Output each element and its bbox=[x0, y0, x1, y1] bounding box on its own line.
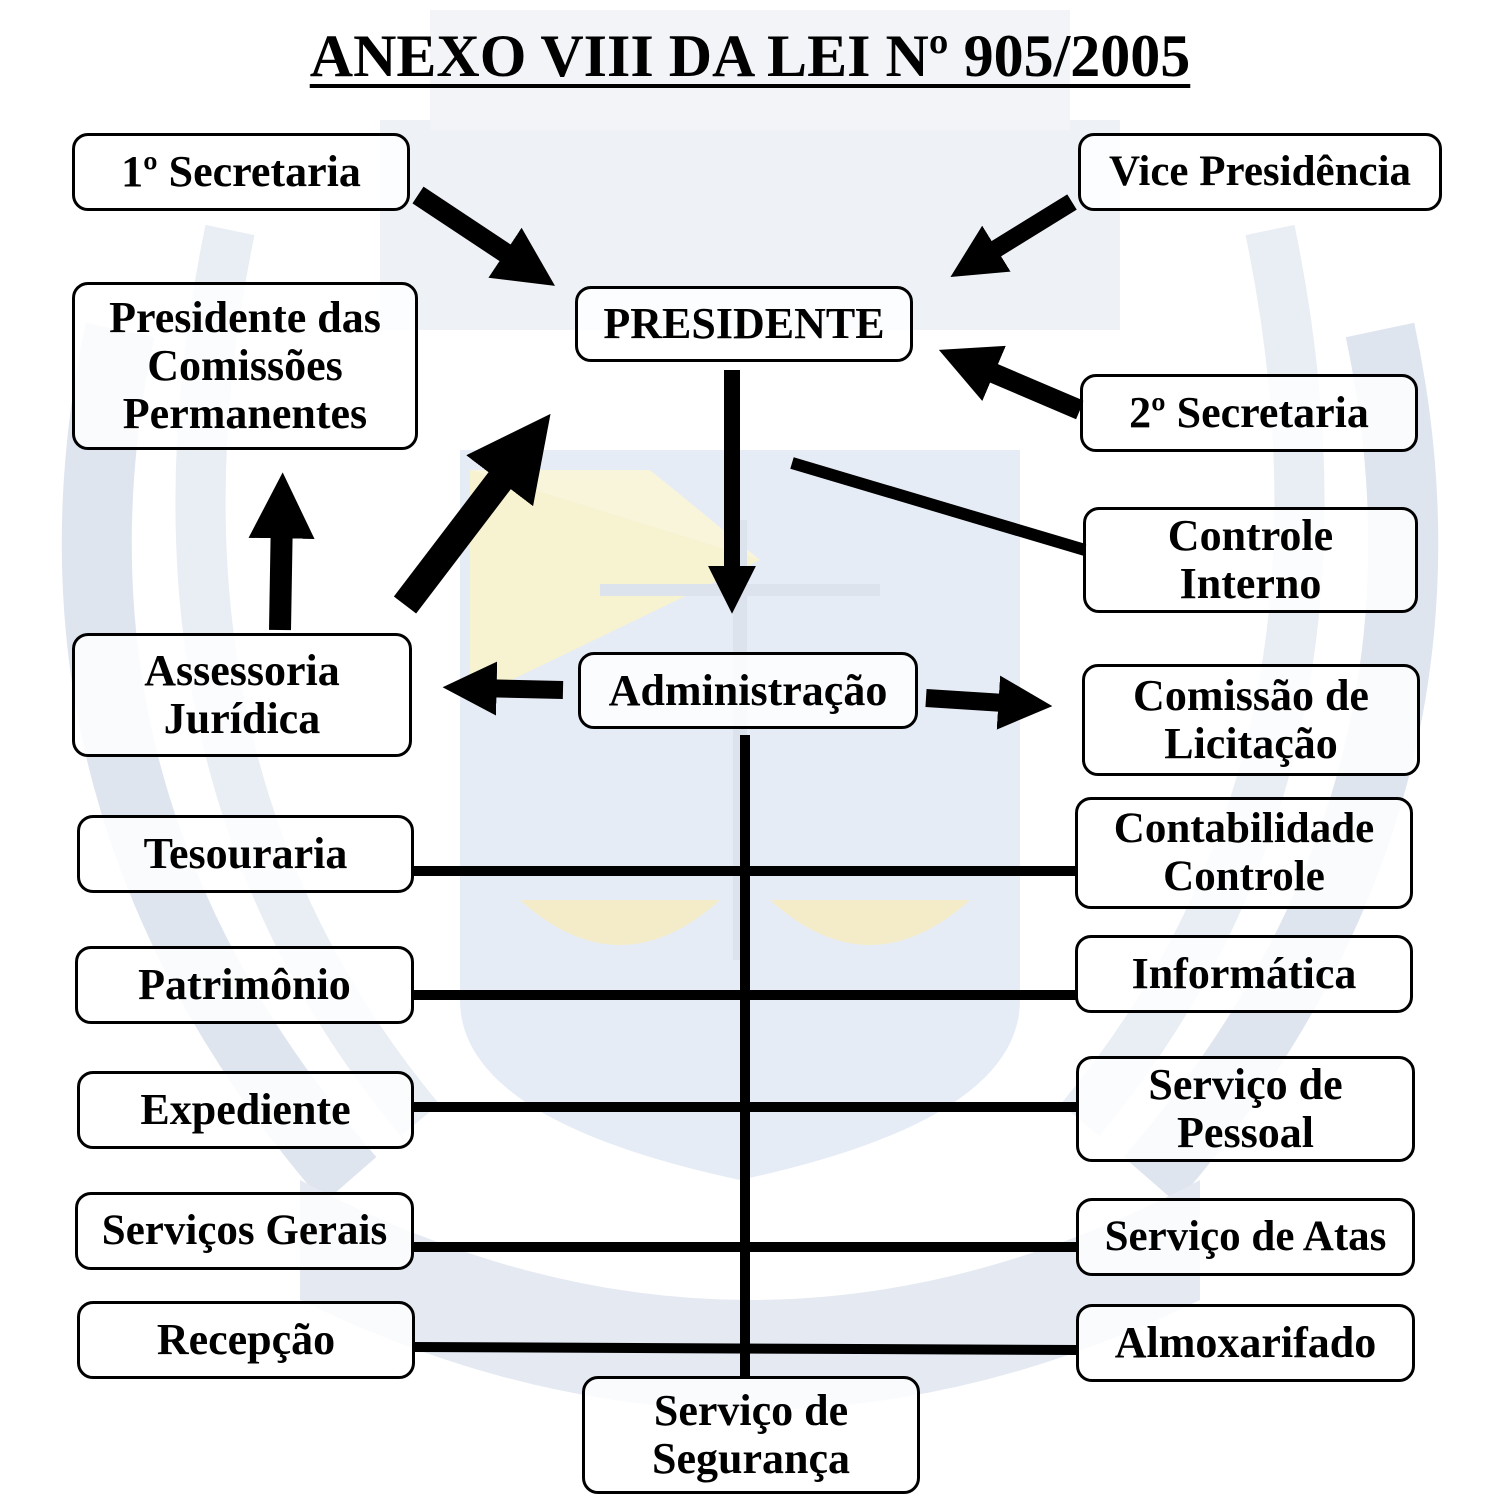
node-1-secretaria: 1º Secretaria bbox=[72, 133, 410, 211]
arrow-vice-to-presidente bbox=[978, 202, 1072, 260]
node-administracao: Administração bbox=[578, 652, 918, 729]
page-title: ANEXO VIII DA LEI Nº 905/2005 bbox=[309, 23, 1191, 89]
node-almoxarifado: Almoxarifado bbox=[1076, 1304, 1415, 1382]
node-recepcao: Recepção bbox=[77, 1301, 415, 1379]
arrow-assessoria-to-presidente bbox=[405, 454, 520, 605]
node-comissao-licitacao: Comissão de Licitação bbox=[1082, 664, 1420, 776]
node-controle-interno: Controle Interno bbox=[1083, 507, 1418, 613]
node-informatica: Informática bbox=[1075, 935, 1413, 1013]
node-servico-seguranca: Serviço de Segurança bbox=[582, 1376, 920, 1494]
arrow-secretaria2-to-presidente bbox=[972, 364, 1080, 410]
line-recepcao-to-almoxarifado bbox=[413, 1347, 1078, 1350]
arrow-assessoria-to-comissoes bbox=[280, 512, 282, 630]
node-vice-presidencia: Vice Presidência bbox=[1078, 133, 1442, 211]
node-expediente: Expediente bbox=[77, 1071, 414, 1149]
node-patrimonio: Patrimônio bbox=[75, 946, 414, 1024]
arrow-administracao-to-licitacao bbox=[926, 698, 1020, 704]
line-presidente-to-controle-interno bbox=[792, 463, 1085, 550]
arrow-secretaria1-to-presidente bbox=[418, 195, 525, 266]
node-tesouraria: Tesouraria bbox=[77, 815, 414, 893]
node-servicos-gerais: Serviços Gerais bbox=[75, 1192, 414, 1270]
node-contabilidade-controle: Contabilidade Controle bbox=[1075, 797, 1413, 909]
node-presidente: PRESIDENTE bbox=[575, 286, 913, 362]
node-assessoria-juridica: Assessoria Jurídica bbox=[72, 633, 412, 757]
node-servico-atas: Serviço de Atas bbox=[1076, 1198, 1415, 1276]
node-presidente-comissoes-permanentes: Presidente das Comissões Permanentes bbox=[72, 282, 418, 450]
arrow-administracao-to-assessoria bbox=[475, 688, 563, 690]
node-servico-pessoal: Serviço de Pessoal bbox=[1076, 1056, 1415, 1162]
node-2-secretaria: 2º Secretaria bbox=[1080, 374, 1418, 452]
